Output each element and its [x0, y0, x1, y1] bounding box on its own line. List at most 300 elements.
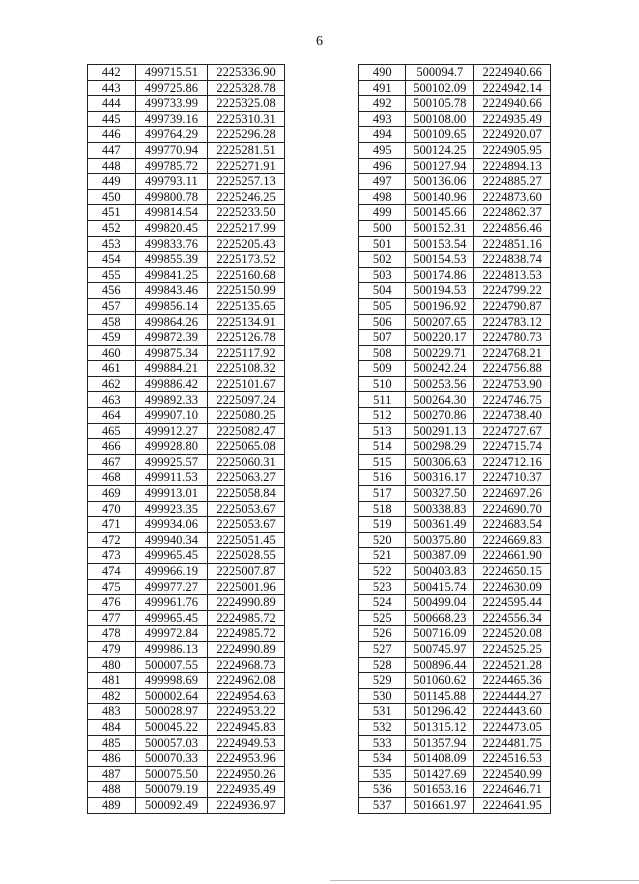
x-coordinate-cell: 501296.42 — [406, 704, 474, 720]
table-row — [88, 236, 285, 252]
coordinates-table-left — [87, 64, 285, 814]
y-coordinate-cell: 2224669.83 — [474, 532, 551, 548]
point-number-cell: 524 — [359, 595, 406, 611]
y-coordinate-cell: 2224516.53 — [474, 751, 551, 767]
y-coordinate-cell: 2224940.66 — [474, 65, 551, 81]
y-coordinate-cell: 2225101.67 — [208, 376, 285, 392]
point-number-cell: 506 — [359, 314, 406, 330]
point-number-cell: 468 — [88, 470, 136, 486]
x-coordinate-cell: 500174.86 — [406, 267, 474, 283]
y-coordinate-cell: 2224885.27 — [474, 174, 551, 190]
y-coordinate-cell: 2225135.65 — [208, 298, 285, 314]
point-number-cell: 486 — [88, 751, 136, 767]
y-coordinate-cell: 2225080.25 — [208, 408, 285, 424]
y-coordinate-cell: 2224630.09 — [474, 579, 551, 595]
point-number-cell: 537 — [359, 797, 406, 813]
x-coordinate-cell: 500007.55 — [135, 657, 208, 673]
point-number-cell: 465 — [88, 423, 136, 439]
x-coordinate-cell: 500145.66 — [406, 205, 474, 221]
table-row — [359, 205, 551, 221]
table-row — [359, 65, 551, 81]
point-number-cell: 509 — [359, 361, 406, 377]
y-coordinate-cell: 2224783.12 — [474, 314, 551, 330]
table-row — [359, 610, 551, 626]
x-coordinate-cell: 501653.16 — [406, 782, 474, 798]
point-number-cell: 480 — [88, 657, 136, 673]
y-coordinate-cell: 2224954.63 — [208, 688, 285, 704]
x-coordinate-cell: 499733.99 — [135, 96, 208, 112]
y-coordinate-cell: 2225336.90 — [208, 65, 285, 81]
table-row — [88, 719, 285, 735]
point-number-cell: 462 — [88, 376, 136, 392]
x-coordinate-cell: 499833.76 — [135, 236, 208, 252]
table-row — [359, 267, 551, 283]
y-coordinate-cell: 2224540.99 — [474, 766, 551, 782]
x-coordinate-cell: 499998.69 — [135, 673, 208, 689]
x-coordinate-cell: 500124.25 — [406, 142, 474, 158]
point-number-cell: 512 — [359, 408, 406, 424]
x-coordinate-cell: 499972.84 — [135, 626, 208, 642]
point-number-cell: 508 — [359, 345, 406, 361]
table-row — [88, 688, 285, 704]
y-coordinate-cell: 2224985.72 — [208, 610, 285, 626]
y-coordinate-cell: 2224780.73 — [474, 330, 551, 346]
point-number-cell: 532 — [359, 719, 406, 735]
x-coordinate-cell: 500387.09 — [406, 548, 474, 564]
table-row — [359, 298, 551, 314]
table-row — [88, 80, 285, 96]
point-number-cell: 467 — [88, 454, 136, 470]
x-coordinate-cell: 499800.78 — [135, 189, 208, 205]
point-number-cell: 479 — [88, 641, 136, 657]
point-number-cell: 494 — [359, 127, 406, 143]
table-row — [88, 111, 285, 127]
table-row — [359, 501, 551, 517]
point-number-cell: 526 — [359, 626, 406, 642]
point-number-cell: 472 — [88, 532, 136, 548]
x-coordinate-cell: 500316.17 — [406, 470, 474, 486]
point-number-cell: 461 — [88, 361, 136, 377]
y-coordinate-cell: 2225108.32 — [208, 361, 285, 377]
y-coordinate-cell: 2225058.84 — [208, 486, 285, 502]
x-coordinate-cell: 499961.76 — [135, 595, 208, 611]
table-row — [359, 283, 551, 299]
y-coordinate-cell: 2224935.49 — [208, 782, 285, 798]
table-row — [88, 189, 285, 205]
y-coordinate-cell: 2224661.90 — [474, 548, 551, 564]
x-coordinate-cell: 501060.62 — [406, 673, 474, 689]
table-row — [359, 454, 551, 470]
table-row — [88, 704, 285, 720]
point-number-cell: 442 — [88, 65, 136, 81]
x-coordinate-cell: 500264.30 — [406, 392, 474, 408]
point-number-cell: 503 — [359, 267, 406, 283]
point-number-cell: 451 — [88, 205, 136, 221]
y-coordinate-cell: 2224738.40 — [474, 408, 551, 424]
table-row — [88, 782, 285, 798]
y-coordinate-cell: 2225053.67 — [208, 501, 285, 517]
table-row — [88, 314, 285, 330]
y-coordinate-cell: 2224990.89 — [208, 641, 285, 657]
table-row — [88, 252, 285, 268]
point-number-cell: 484 — [88, 719, 136, 735]
table-row — [359, 532, 551, 548]
y-coordinate-cell: 2224710.37 — [474, 470, 551, 486]
table-row — [88, 65, 285, 81]
point-number-cell: 471 — [88, 517, 136, 533]
y-coordinate-cell: 2225150.99 — [208, 283, 285, 299]
y-coordinate-cell: 2224556.34 — [474, 610, 551, 626]
table-row — [88, 532, 285, 548]
x-coordinate-cell: 501408.09 — [406, 751, 474, 767]
x-coordinate-cell: 499872.39 — [135, 330, 208, 346]
point-number-cell: 495 — [359, 142, 406, 158]
point-number-cell: 476 — [88, 595, 136, 611]
x-coordinate-cell: 499739.16 — [135, 111, 208, 127]
point-number-cell: 459 — [88, 330, 136, 346]
y-coordinate-cell: 2225296.28 — [208, 127, 285, 143]
point-number-cell: 531 — [359, 704, 406, 720]
x-coordinate-cell: 500338.83 — [406, 501, 474, 517]
x-coordinate-cell: 500242.24 — [406, 361, 474, 377]
x-coordinate-cell: 499843.46 — [135, 283, 208, 299]
table-row — [359, 797, 551, 813]
point-number-cell: 516 — [359, 470, 406, 486]
table-row — [88, 673, 285, 689]
point-number-cell: 473 — [88, 548, 136, 564]
y-coordinate-cell: 2224525.25 — [474, 641, 551, 657]
point-number-cell: 535 — [359, 766, 406, 782]
x-coordinate-cell: 499814.54 — [135, 205, 208, 221]
x-coordinate-cell: 499911.53 — [135, 470, 208, 486]
x-coordinate-cell: 500745.97 — [406, 641, 474, 657]
point-number-cell: 474 — [88, 564, 136, 580]
y-coordinate-cell: 2224838.74 — [474, 252, 551, 268]
footer-divider — [330, 880, 639, 881]
point-number-cell: 517 — [359, 486, 406, 502]
point-number-cell: 491 — [359, 80, 406, 96]
table-row — [88, 548, 285, 564]
x-coordinate-cell: 500109.65 — [406, 127, 474, 143]
point-number-cell: 510 — [359, 376, 406, 392]
x-coordinate-cell: 499913.01 — [135, 486, 208, 502]
x-coordinate-cell: 501427.69 — [406, 766, 474, 782]
y-coordinate-cell: 2224473.05 — [474, 719, 551, 735]
x-coordinate-cell: 500270.86 — [406, 408, 474, 424]
table-row — [88, 595, 285, 611]
point-number-cell: 514 — [359, 439, 406, 455]
y-coordinate-cell: 2224697.26 — [474, 486, 551, 502]
x-coordinate-cell: 500499.04 — [406, 595, 474, 611]
y-coordinate-cell: 2225217.99 — [208, 220, 285, 236]
point-number-cell: 505 — [359, 298, 406, 314]
x-coordinate-cell: 500028.97 — [135, 704, 208, 720]
y-coordinate-cell: 2224905.95 — [474, 142, 551, 158]
y-coordinate-cell: 2224953.22 — [208, 704, 285, 720]
point-number-cell: 515 — [359, 454, 406, 470]
table-row — [88, 376, 285, 392]
point-number-cell: 530 — [359, 688, 406, 704]
x-coordinate-cell: 499965.45 — [135, 548, 208, 564]
table-row — [88, 205, 285, 221]
x-coordinate-cell: 499977.27 — [135, 579, 208, 595]
table-row — [359, 236, 551, 252]
table-row — [88, 345, 285, 361]
x-coordinate-cell: 500668.23 — [406, 610, 474, 626]
y-coordinate-cell: 2224790.87 — [474, 298, 551, 314]
y-coordinate-cell: 2224936.97 — [208, 797, 285, 813]
table-row — [88, 408, 285, 424]
table-row — [88, 657, 285, 673]
y-coordinate-cell: 2224520.08 — [474, 626, 551, 642]
point-number-cell: 522 — [359, 564, 406, 580]
point-number-cell: 496 — [359, 158, 406, 174]
y-coordinate-cell: 2224856.46 — [474, 220, 551, 236]
y-coordinate-cell: 2224968.73 — [208, 657, 285, 673]
x-coordinate-cell: 499785.72 — [135, 158, 208, 174]
point-number-cell: 521 — [359, 548, 406, 564]
x-coordinate-cell: 499907.10 — [135, 408, 208, 424]
y-coordinate-cell: 2224873.60 — [474, 189, 551, 205]
point-number-cell: 463 — [88, 392, 136, 408]
x-coordinate-cell: 500298.29 — [406, 439, 474, 455]
point-number-cell: 504 — [359, 283, 406, 299]
x-coordinate-cell: 500306.63 — [406, 454, 474, 470]
y-coordinate-cell: 2225082.47 — [208, 423, 285, 439]
x-coordinate-cell: 500716.09 — [406, 626, 474, 642]
table-row — [88, 454, 285, 470]
x-coordinate-cell: 499886.42 — [135, 376, 208, 392]
y-coordinate-cell: 2224756.88 — [474, 361, 551, 377]
x-coordinate-cell: 500229.71 — [406, 345, 474, 361]
y-coordinate-cell: 2224768.21 — [474, 345, 551, 361]
y-coordinate-cell: 2224443.60 — [474, 704, 551, 720]
table-row — [359, 595, 551, 611]
y-coordinate-cell: 2225028.55 — [208, 548, 285, 564]
point-number-cell: 456 — [88, 283, 136, 299]
point-number-cell: 457 — [88, 298, 136, 314]
table-row — [359, 423, 551, 439]
x-coordinate-cell: 501357.94 — [406, 735, 474, 751]
point-number-cell: 464 — [88, 408, 136, 424]
y-coordinate-cell: 2225134.91 — [208, 314, 285, 330]
x-coordinate-cell: 500057.03 — [135, 735, 208, 751]
y-coordinate-cell: 2225007.87 — [208, 564, 285, 580]
x-coordinate-cell: 501315.12 — [406, 719, 474, 735]
y-coordinate-cell: 2224990.89 — [208, 595, 285, 611]
point-number-cell: 490 — [359, 65, 406, 81]
y-coordinate-cell: 2224985.72 — [208, 626, 285, 642]
y-coordinate-cell: 2224962.08 — [208, 673, 285, 689]
table-row — [359, 548, 551, 564]
y-coordinate-cell: 2225328.78 — [208, 80, 285, 96]
point-number-cell: 511 — [359, 392, 406, 408]
point-number-cell: 518 — [359, 501, 406, 517]
y-coordinate-cell: 2224753.90 — [474, 376, 551, 392]
point-number-cell: 483 — [88, 704, 136, 720]
table-row — [359, 579, 551, 595]
table-row — [88, 486, 285, 502]
point-number-cell: 492 — [359, 96, 406, 112]
point-number-cell: 507 — [359, 330, 406, 346]
table-row — [359, 688, 551, 704]
table-row — [88, 735, 285, 751]
table-row — [359, 641, 551, 657]
table-row — [88, 267, 285, 283]
point-number-cell: 477 — [88, 610, 136, 626]
y-coordinate-cell: 2225001.96 — [208, 579, 285, 595]
table-row — [359, 735, 551, 751]
y-coordinate-cell: 2224650.15 — [474, 564, 551, 580]
y-coordinate-cell: 2224641.95 — [474, 797, 551, 813]
y-coordinate-cell: 2224945.83 — [208, 719, 285, 735]
y-coordinate-cell: 2224683.54 — [474, 517, 551, 533]
x-coordinate-cell: 499940.34 — [135, 532, 208, 548]
table-row — [88, 158, 285, 174]
table-row — [88, 96, 285, 112]
table-row — [359, 408, 551, 424]
point-number-cell: 528 — [359, 657, 406, 673]
point-number-cell: 453 — [88, 236, 136, 252]
table-row — [359, 782, 551, 798]
x-coordinate-cell: 499793.11 — [135, 174, 208, 190]
table-row — [359, 673, 551, 689]
point-number-cell: 489 — [88, 797, 136, 813]
point-number-cell: 445 — [88, 111, 136, 127]
y-coordinate-cell: 2225271.91 — [208, 158, 285, 174]
x-coordinate-cell: 500105.78 — [406, 96, 474, 112]
table-row — [88, 564, 285, 580]
table-row — [359, 80, 551, 96]
table-row — [88, 423, 285, 439]
x-coordinate-cell: 500403.83 — [406, 564, 474, 580]
x-coordinate-cell: 500140.96 — [406, 189, 474, 205]
point-number-cell: 460 — [88, 345, 136, 361]
table-row — [359, 158, 551, 174]
table-row — [359, 470, 551, 486]
x-coordinate-cell: 500136.06 — [406, 174, 474, 190]
x-coordinate-cell: 499715.51 — [135, 65, 208, 81]
point-number-cell: 454 — [88, 252, 136, 268]
y-coordinate-cell: 2224953.96 — [208, 751, 285, 767]
x-coordinate-cell: 500108.00 — [406, 111, 474, 127]
table-row — [359, 657, 551, 673]
y-coordinate-cell: 2225310.31 — [208, 111, 285, 127]
table-row — [359, 189, 551, 205]
point-number-cell: 502 — [359, 252, 406, 268]
x-coordinate-cell: 499892.33 — [135, 392, 208, 408]
y-coordinate-cell: 2224465.36 — [474, 673, 551, 689]
table-row — [88, 330, 285, 346]
x-coordinate-cell: 500070.33 — [135, 751, 208, 767]
point-number-cell: 478 — [88, 626, 136, 642]
point-number-cell: 533 — [359, 735, 406, 751]
table-row — [88, 470, 285, 486]
point-number-cell: 450 — [88, 189, 136, 205]
x-coordinate-cell: 500002.64 — [135, 688, 208, 704]
y-coordinate-cell: 2225160.68 — [208, 267, 285, 283]
point-number-cell: 449 — [88, 174, 136, 190]
point-number-cell: 534 — [359, 751, 406, 767]
point-number-cell: 527 — [359, 641, 406, 657]
point-number-cell: 452 — [88, 220, 136, 236]
table-row — [88, 127, 285, 143]
table-row — [359, 392, 551, 408]
x-coordinate-cell: 500075.50 — [135, 766, 208, 782]
table-row — [359, 252, 551, 268]
x-coordinate-cell: 500079.19 — [135, 782, 208, 798]
point-number-cell: 466 — [88, 439, 136, 455]
point-number-cell: 469 — [88, 486, 136, 502]
x-coordinate-cell: 500045.22 — [135, 719, 208, 735]
point-number-cell: 446 — [88, 127, 136, 143]
point-number-cell: 523 — [359, 579, 406, 595]
x-coordinate-cell: 500094.7 — [406, 65, 474, 81]
point-number-cell: 525 — [359, 610, 406, 626]
table-row — [88, 797, 285, 813]
table-row — [359, 766, 551, 782]
y-coordinate-cell: 2225257.13 — [208, 174, 285, 190]
table-row — [88, 610, 285, 626]
x-coordinate-cell: 500154.53 — [406, 252, 474, 268]
table-row — [88, 641, 285, 657]
y-coordinate-cell: 2225126.78 — [208, 330, 285, 346]
y-coordinate-cell: 2225051.45 — [208, 532, 285, 548]
x-coordinate-cell: 499965.45 — [135, 610, 208, 626]
x-coordinate-cell: 499928.80 — [135, 439, 208, 455]
table-row — [88, 626, 285, 642]
table-row — [359, 439, 551, 455]
point-number-cell: 443 — [88, 80, 136, 96]
table-row — [88, 142, 285, 158]
point-number-cell: 529 — [359, 673, 406, 689]
table-row — [359, 361, 551, 377]
table-row — [359, 111, 551, 127]
y-coordinate-cell: 2225246.25 — [208, 189, 285, 205]
y-coordinate-cell: 2224715.74 — [474, 439, 551, 455]
table-row — [359, 345, 551, 361]
y-coordinate-cell: 2224595.44 — [474, 595, 551, 611]
x-coordinate-cell: 500291.13 — [406, 423, 474, 439]
x-coordinate-cell: 501145.88 — [406, 688, 474, 704]
x-coordinate-cell: 500102.09 — [406, 80, 474, 96]
point-number-cell: 481 — [88, 673, 136, 689]
x-coordinate-cell: 500207.65 — [406, 314, 474, 330]
x-coordinate-cell: 500415.74 — [406, 579, 474, 595]
x-coordinate-cell: 499820.45 — [135, 220, 208, 236]
x-coordinate-cell: 500152.31 — [406, 220, 474, 236]
table-row — [359, 127, 551, 143]
x-coordinate-cell: 500220.17 — [406, 330, 474, 346]
y-coordinate-cell: 2224940.66 — [474, 96, 551, 112]
table-row — [88, 439, 285, 455]
table-row — [88, 361, 285, 377]
y-coordinate-cell: 2225053.67 — [208, 517, 285, 533]
x-coordinate-cell: 500092.49 — [135, 797, 208, 813]
table-row — [359, 142, 551, 158]
x-coordinate-cell: 499875.34 — [135, 345, 208, 361]
y-coordinate-cell: 2225281.51 — [208, 142, 285, 158]
y-coordinate-cell: 2225233.50 — [208, 205, 285, 221]
point-number-cell: 470 — [88, 501, 136, 517]
point-number-cell: 501 — [359, 236, 406, 252]
y-coordinate-cell: 2224920.07 — [474, 127, 551, 143]
x-coordinate-cell: 500896.44 — [406, 657, 474, 673]
y-coordinate-cell: 2225063.27 — [208, 470, 285, 486]
table-row — [359, 220, 551, 236]
y-coordinate-cell: 2224444.27 — [474, 688, 551, 704]
point-number-cell: 500 — [359, 220, 406, 236]
